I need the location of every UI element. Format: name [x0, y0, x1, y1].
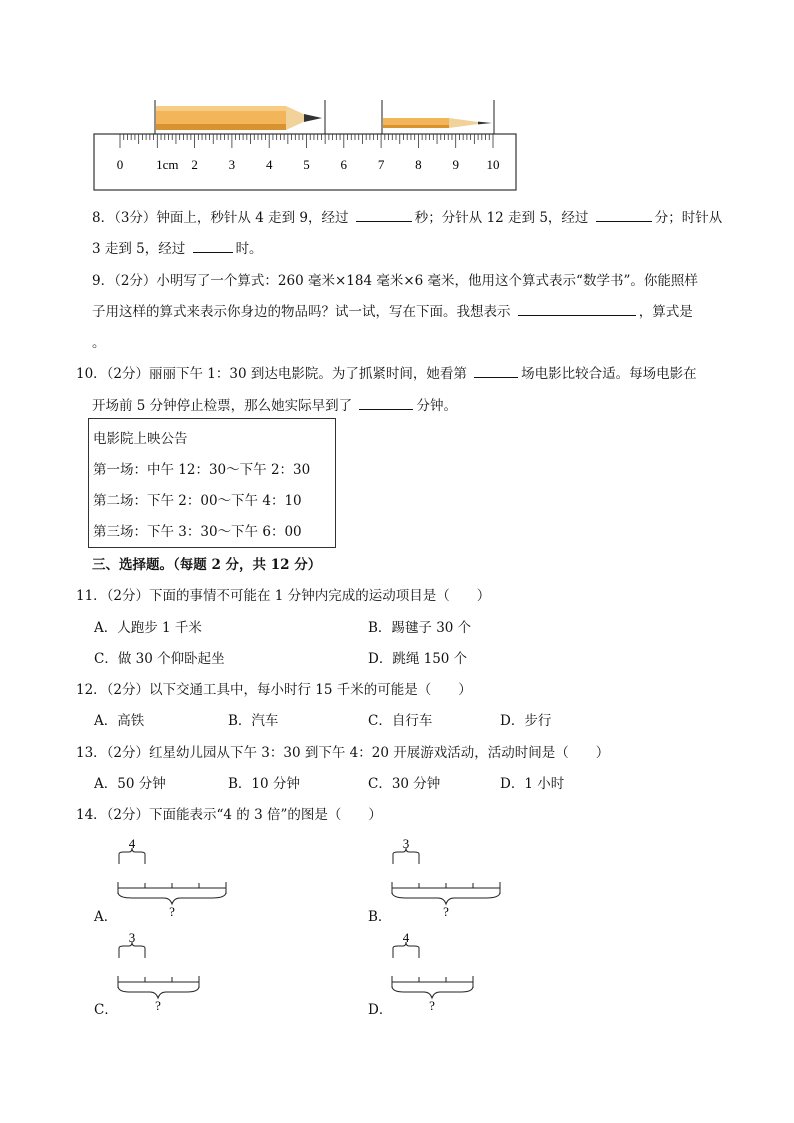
- ruler-number: 5: [303, 157, 310, 172]
- diagram-a-bottom-label: ?: [169, 904, 175, 919]
- q14-option-a-label[interactable]: A．: [94, 909, 118, 925]
- q14-option-d-label[interactable]: D．: [368, 1002, 393, 1018]
- ruler-number: 4: [265, 157, 273, 172]
- q11-option-d[interactable]: D．跳绳 150 个: [368, 651, 468, 667]
- q11-option-c[interactable]: C．做 30 个仰卧起坐: [94, 651, 225, 667]
- ruler-number: 8: [415, 157, 422, 172]
- q8-blank-hours[interactable]: [193, 238, 233, 253]
- q10-line1: 10．（2分）丽丽下午 1：30 到达电影院。为了抓紧时间，她看第 场电影比较合适。每场电影在: [76, 362, 697, 382]
- diagram-c-top-label: 3: [128, 930, 136, 945]
- notice-row-2: 第二场：下午 2：00～下午 4：10: [93, 493, 302, 509]
- q14-diagram-b: [386, 832, 510, 922]
- q9-line3: 。: [92, 335, 106, 351]
- diagram-d-bottom-brace: [392, 986, 473, 998]
- ruler-number: 7: [377, 157, 385, 172]
- q14-diagram-d: [386, 926, 510, 1016]
- diagram-d-top-brace: [393, 942, 419, 958]
- q9-blank-object[interactable]: [518, 301, 636, 316]
- ruler-number: 2: [191, 157, 198, 172]
- q11-option-a[interactable]: A．人跑步 1 千米: [94, 620, 202, 636]
- diagram-c-bottom-label: ?: [155, 998, 161, 1013]
- q14-option-c-label[interactable]: C．: [94, 1002, 118, 1018]
- q8-blank-minutes[interactable]: [596, 207, 652, 222]
- diagram-b-bottom-label: ?: [443, 904, 449, 919]
- diagram-a-top-label: 4: [128, 836, 136, 851]
- q13-option-b[interactable]: B．10 分钟: [228, 776, 300, 792]
- q12-stem: 12．（2分）以下交通工具中，每小时行 15 千米的可能是（ ）: [76, 682, 472, 698]
- ruler-number: 1cm: [156, 157, 179, 172]
- diagram-b-top-brace: [393, 848, 419, 864]
- q13-option-c[interactable]: C．30 分钟: [368, 776, 441, 792]
- q14-stem: 14．（2分）下面能表示“4 的 3 倍”的图是（ ）: [76, 807, 382, 823]
- ruler-number: 9: [452, 157, 459, 172]
- q10-line2: 开场前 5 分钟停止检票，那么她实际早到了 分钟。: [92, 394, 457, 414]
- ruler-number: 10: [486, 157, 500, 172]
- ruler-figure: [90, 96, 524, 196]
- q8-line2: 3 走到 5，经过 时。: [92, 237, 263, 257]
- diagram-d-bottom-label: ?: [429, 998, 435, 1013]
- cinema-notice-box: [88, 418, 336, 548]
- q12-option-d[interactable]: D．步行: [500, 713, 552, 729]
- ruler-number: 0: [116, 157, 124, 172]
- q14-diagram-c: [112, 926, 236, 1016]
- q14-diagram-a: [112, 832, 236, 922]
- diagram-a-top-brace: [119, 848, 145, 864]
- q8-blank-seconds[interactable]: [356, 207, 412, 222]
- notice-title: 电影院上映公告: [93, 431, 188, 447]
- q13-option-d[interactable]: D．1 小时: [500, 776, 565, 792]
- q9-line2: 子用这样的算式来表示你身边的物品吗？试一试，写在下面。我想表示 ，算式是: [92, 300, 693, 320]
- diagram-d-top-label: 4: [402, 930, 410, 945]
- ruler-number: 3: [228, 157, 236, 172]
- q11-option-b[interactable]: B．踢毽子 30 个: [368, 620, 472, 636]
- q9-line1: 9．（2分）小明写了一个算式：260 毫米×184 毫米×6 毫米，他用这个算式表示“数学书”。你能照样: [92, 273, 698, 289]
- q12-option-b[interactable]: B．汽车: [228, 713, 279, 729]
- diagram-c-bottom-brace: [118, 986, 199, 998]
- q10-blank-minutes[interactable]: [359, 395, 413, 410]
- notice-row-3: 第三场：下午 3：30～下午 6：00: [93, 524, 302, 540]
- q13-stem: 13．（2分）红星幼儿园从下午 3：30 到下午 4：20 开展游戏活动，活动时间是（ ）: [76, 745, 610, 761]
- q12-option-a[interactable]: A．高铁: [94, 713, 145, 729]
- notice-row-1: 第一场：中午 12：30～下午 2：30: [93, 462, 311, 478]
- diagram-b-bottom-brace: [392, 892, 500, 904]
- section-3-title: 三、选择题。（每题 2 分，共 12 分）: [92, 557, 322, 573]
- q10-blank-show[interactable]: [474, 363, 518, 378]
- diagram-b-top-label: 3: [402, 836, 410, 851]
- q11-stem: 11．（2分）下面的事情不可能在 1 分钟内完成的运动项目是（ ）: [76, 588, 491, 604]
- q12-option-c[interactable]: C．自行车: [368, 713, 433, 729]
- diagram-c-top-brace: [119, 942, 145, 958]
- diagram-a-bottom-brace: [118, 892, 226, 904]
- ruler-number: 6: [340, 157, 348, 172]
- q13-option-a[interactable]: A．50 分钟: [94, 776, 166, 792]
- q8-line1: 8．（3分）钟面上，秒针从 4 走到 9，经过 秒；分针从 12 走到 5，经过 分；时针从: [92, 206, 722, 226]
- q14-option-b-label[interactable]: B．: [368, 909, 392, 925]
